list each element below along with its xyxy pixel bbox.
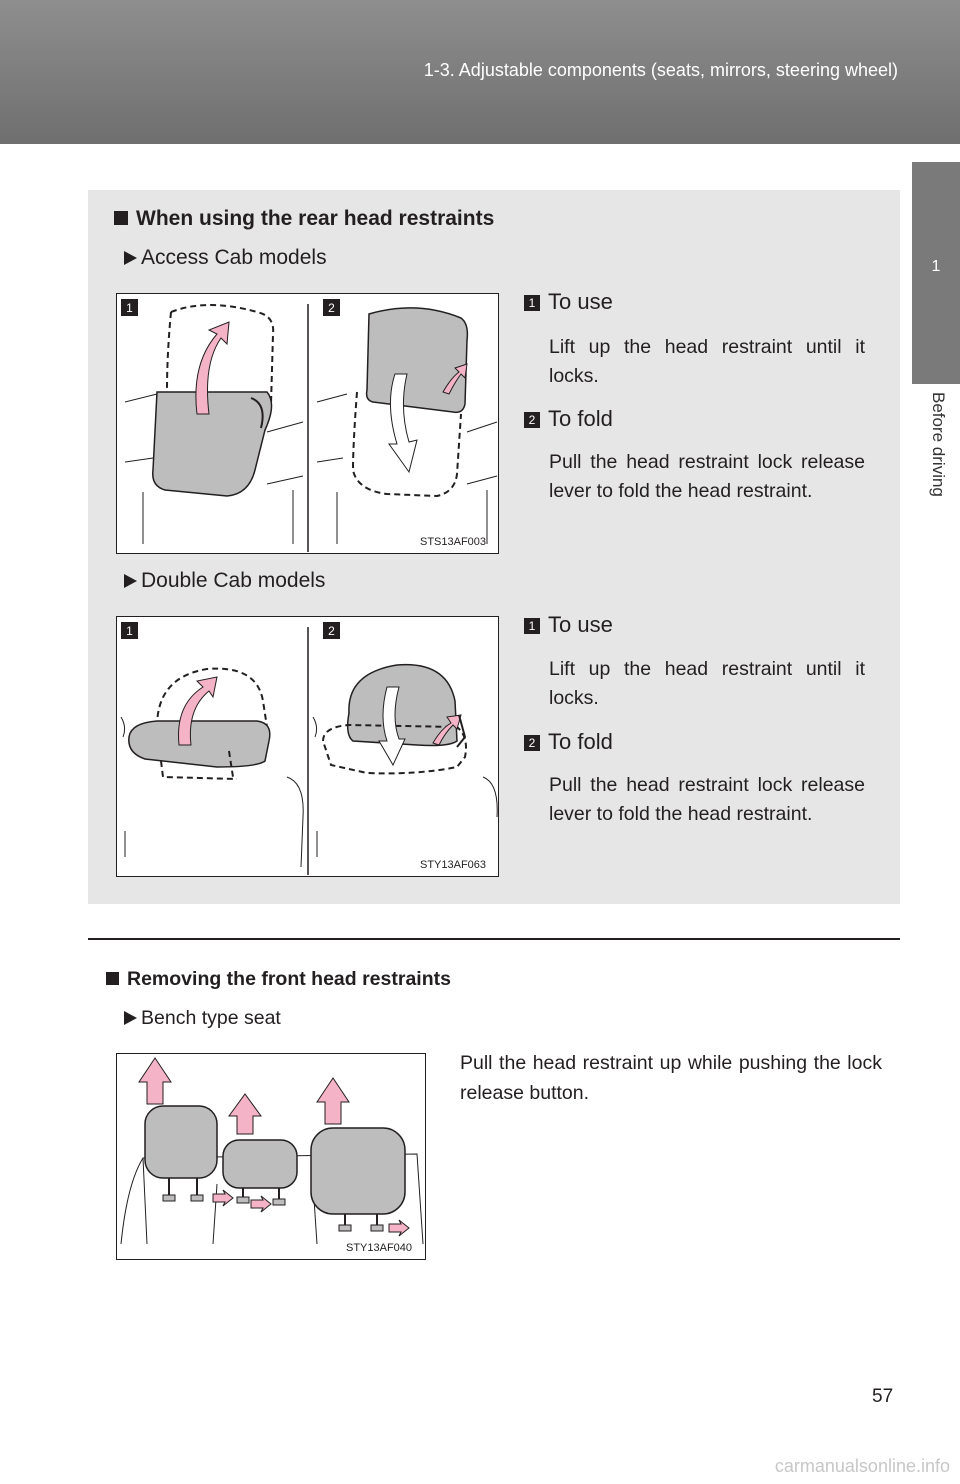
rear-heading: When using the rear head restraints bbox=[114, 207, 494, 231]
double-cab-figure bbox=[116, 616, 499, 877]
double-cab-illustration bbox=[117, 617, 500, 878]
svg-text:2: 2 bbox=[328, 301, 335, 315]
bench-instruction: Pull the head restraint up while pushing the lock release button. bbox=[460, 1052, 882, 1104]
svg-text:1: 1 bbox=[126, 301, 133, 315]
triangle-bullet-icon bbox=[124, 1011, 137, 1025]
section-title: 1-3. Adjustable components (seats, mirrors, steering wheel) bbox=[423, 60, 898, 80]
access-cab-step-2-text: Pull the head restraint lock release lever to fold the head restraint. bbox=[549, 451, 865, 502]
access-cab-step-1-text: Lift up the head restraint until it locks. bbox=[549, 336, 865, 387]
access-cab-figure-code: STS13AF003 bbox=[420, 536, 487, 548]
double-cab-step-2-title: 2 To fold bbox=[524, 729, 613, 755]
triangle-bullet-icon bbox=[124, 574, 137, 588]
double-cab-step-2-text: Pull the head restraint lock release lever to fold the head restraint. bbox=[549, 774, 865, 825]
section-divider bbox=[88, 938, 900, 940]
access-cab-illustration bbox=[117, 294, 500, 555]
bench-figure-code: STY13AF040 bbox=[346, 1242, 413, 1254]
chapter-number: 1 bbox=[931, 258, 941, 275]
watermark: carmanualsonline.info bbox=[774, 1456, 950, 1476]
square-bullet-icon bbox=[114, 211, 128, 225]
access-cab-label: Access Cab models bbox=[124, 246, 327, 270]
double-cab-step-1-text: Lift up the head restraint until it locks. bbox=[549, 658, 865, 709]
bench-seat-illustration bbox=[117, 1054, 427, 1261]
square-bullet-icon bbox=[106, 972, 119, 985]
access-cab-figure bbox=[116, 293, 499, 554]
front-heading: Removing the front head restraints bbox=[106, 968, 451, 991]
page-header bbox=[0, 0, 960, 144]
bench-label: Bench type seat bbox=[124, 1007, 281, 1030]
chapter-label: Before driving bbox=[929, 392, 948, 497]
step-number-badge: 2 bbox=[524, 412, 540, 428]
triangle-bullet-icon bbox=[124, 251, 137, 265]
chapter-tab[interactable] bbox=[912, 162, 960, 384]
double-cab-figure-code: STY13AF063 bbox=[420, 859, 487, 871]
svg-text:1: 1 bbox=[126, 624, 133, 638]
step-number-badge: 1 bbox=[524, 295, 540, 311]
double-cab-step-1-title: 1 To use bbox=[524, 612, 613, 638]
svg-text:2: 2 bbox=[328, 624, 335, 638]
page-number: 57 bbox=[872, 1386, 894, 1407]
double-cab-label: Double Cab models bbox=[124, 569, 325, 593]
step-number-badge: 2 bbox=[524, 735, 540, 751]
access-cab-step-1-title: 1 To use bbox=[524, 289, 613, 315]
access-cab-step-2-title: 2 To fold bbox=[524, 406, 613, 432]
bench-seat-figure bbox=[116, 1053, 426, 1260]
chapter-label-wrap bbox=[922, 392, 950, 532]
step-number-badge: 1 bbox=[524, 618, 540, 634]
